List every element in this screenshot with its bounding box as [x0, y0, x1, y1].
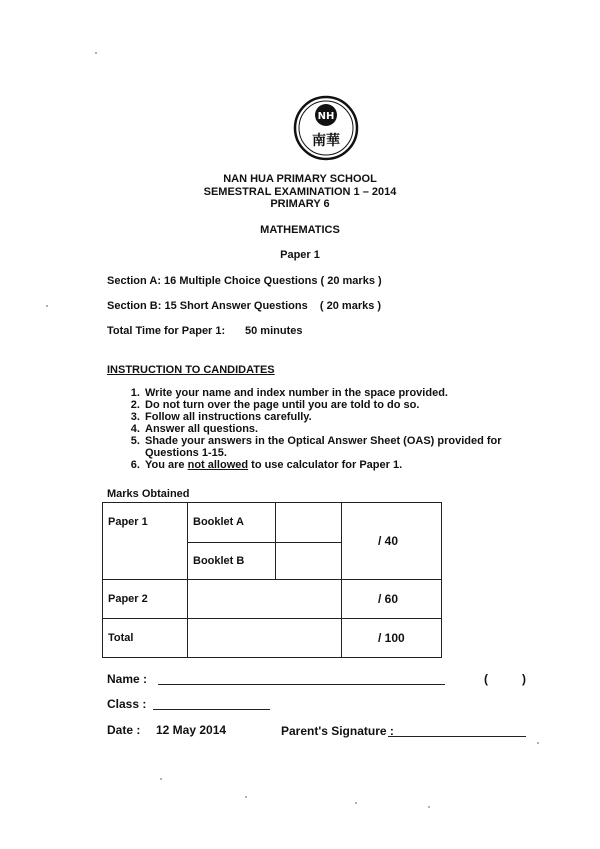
- scan-speck: [46, 305, 48, 307]
- scan-speck: [160, 778, 162, 780]
- date-value: 12 May 2014: [156, 723, 227, 737]
- paper2-score: [188, 580, 342, 619]
- instruction-item: 3. Follow all instructions carefully.: [143, 411, 543, 423]
- name-label: Name :: [107, 672, 148, 686]
- instruction-text: You are: [145, 459, 188, 471]
- total-time-label: Total Time for Paper 1:: [107, 325, 226, 337]
- instruction-item-calculator: [143, 459, 543, 471]
- signature-label: Parent's Signature :: [281, 724, 394, 738]
- instructions-list: [127, 387, 543, 471]
- instruction-item: 2. Do not turn over the page until you are told to do so.: [143, 399, 543, 411]
- total-time-value: 50 minutes: [245, 325, 303, 337]
- scan-speck: [95, 52, 97, 54]
- instruction-item: 4. Answer all questions.: [143, 423, 543, 435]
- marks-table: [102, 502, 442, 658]
- instruction-text: to use calculator for Paper 1.: [248, 459, 403, 471]
- instructions-title: INSTRUCTION TO CANDIDATES: [107, 364, 275, 376]
- total-label: Total: [103, 619, 188, 658]
- date-label: Date :: [107, 723, 141, 737]
- index-open-paren: (: [484, 672, 488, 686]
- booklet-b-score: [276, 543, 342, 580]
- logo-chinese-text: 南華: [312, 133, 340, 149]
- school-crest-icon: [293, 95, 359, 161]
- instruction-emphasis: not allowed: [187, 459, 249, 471]
- class-line[interactable]: [153, 709, 270, 710]
- paper-title: Paper 1: [280, 249, 320, 261]
- logo-initials: NH: [317, 111, 335, 122]
- name-line[interactable]: [158, 684, 445, 685]
- booklet-b-label: Booklet B: [188, 543, 276, 580]
- class-label: Class :: [107, 697, 147, 711]
- section-b-info: Section B: 15 Short Answer Questions ( 20 marks ): [107, 300, 382, 312]
- paper2-label: Paper 2: [103, 580, 188, 619]
- level: PRIMARY 6: [270, 198, 330, 210]
- booklet-a-score: [276, 503, 342, 543]
- instruction-item: 5. Shade your answers in the Optical Answer Sheet (OAS) provided for Questions 1-15.: [143, 435, 543, 459]
- booklet-a-label: Booklet A: [188, 503, 276, 543]
- section-a-info: Section A: 16 Multiple Choice Questions ( 20 marks ): [107, 275, 382, 287]
- school-logo: [293, 95, 359, 161]
- scan-speck: [355, 802, 357, 804]
- exam-title: SEMESTRAL EXAMINATION 1 – 2014: [203, 186, 397, 198]
- marks-title: Marks Obtained: [107, 488, 190, 500]
- grand-total: / 100: [342, 619, 442, 658]
- subject: MATHEMATICS: [260, 224, 340, 236]
- instruction-item: 1. Write your name and index number in the space provided.: [143, 387, 543, 399]
- index-close-paren: ): [522, 672, 526, 686]
- paper1-label: Paper 1: [103, 503, 188, 580]
- paper1-total: / 40: [342, 503, 442, 580]
- signature-line[interactable]: [388, 736, 526, 737]
- scan-speck: [245, 796, 247, 798]
- school-name: NAN HUA PRIMARY SCHOOL: [223, 173, 377, 185]
- scan-speck: [537, 742, 539, 744]
- paper2-total: / 60: [342, 580, 442, 619]
- total-score: [188, 619, 342, 658]
- scan-speck: [428, 806, 430, 808]
